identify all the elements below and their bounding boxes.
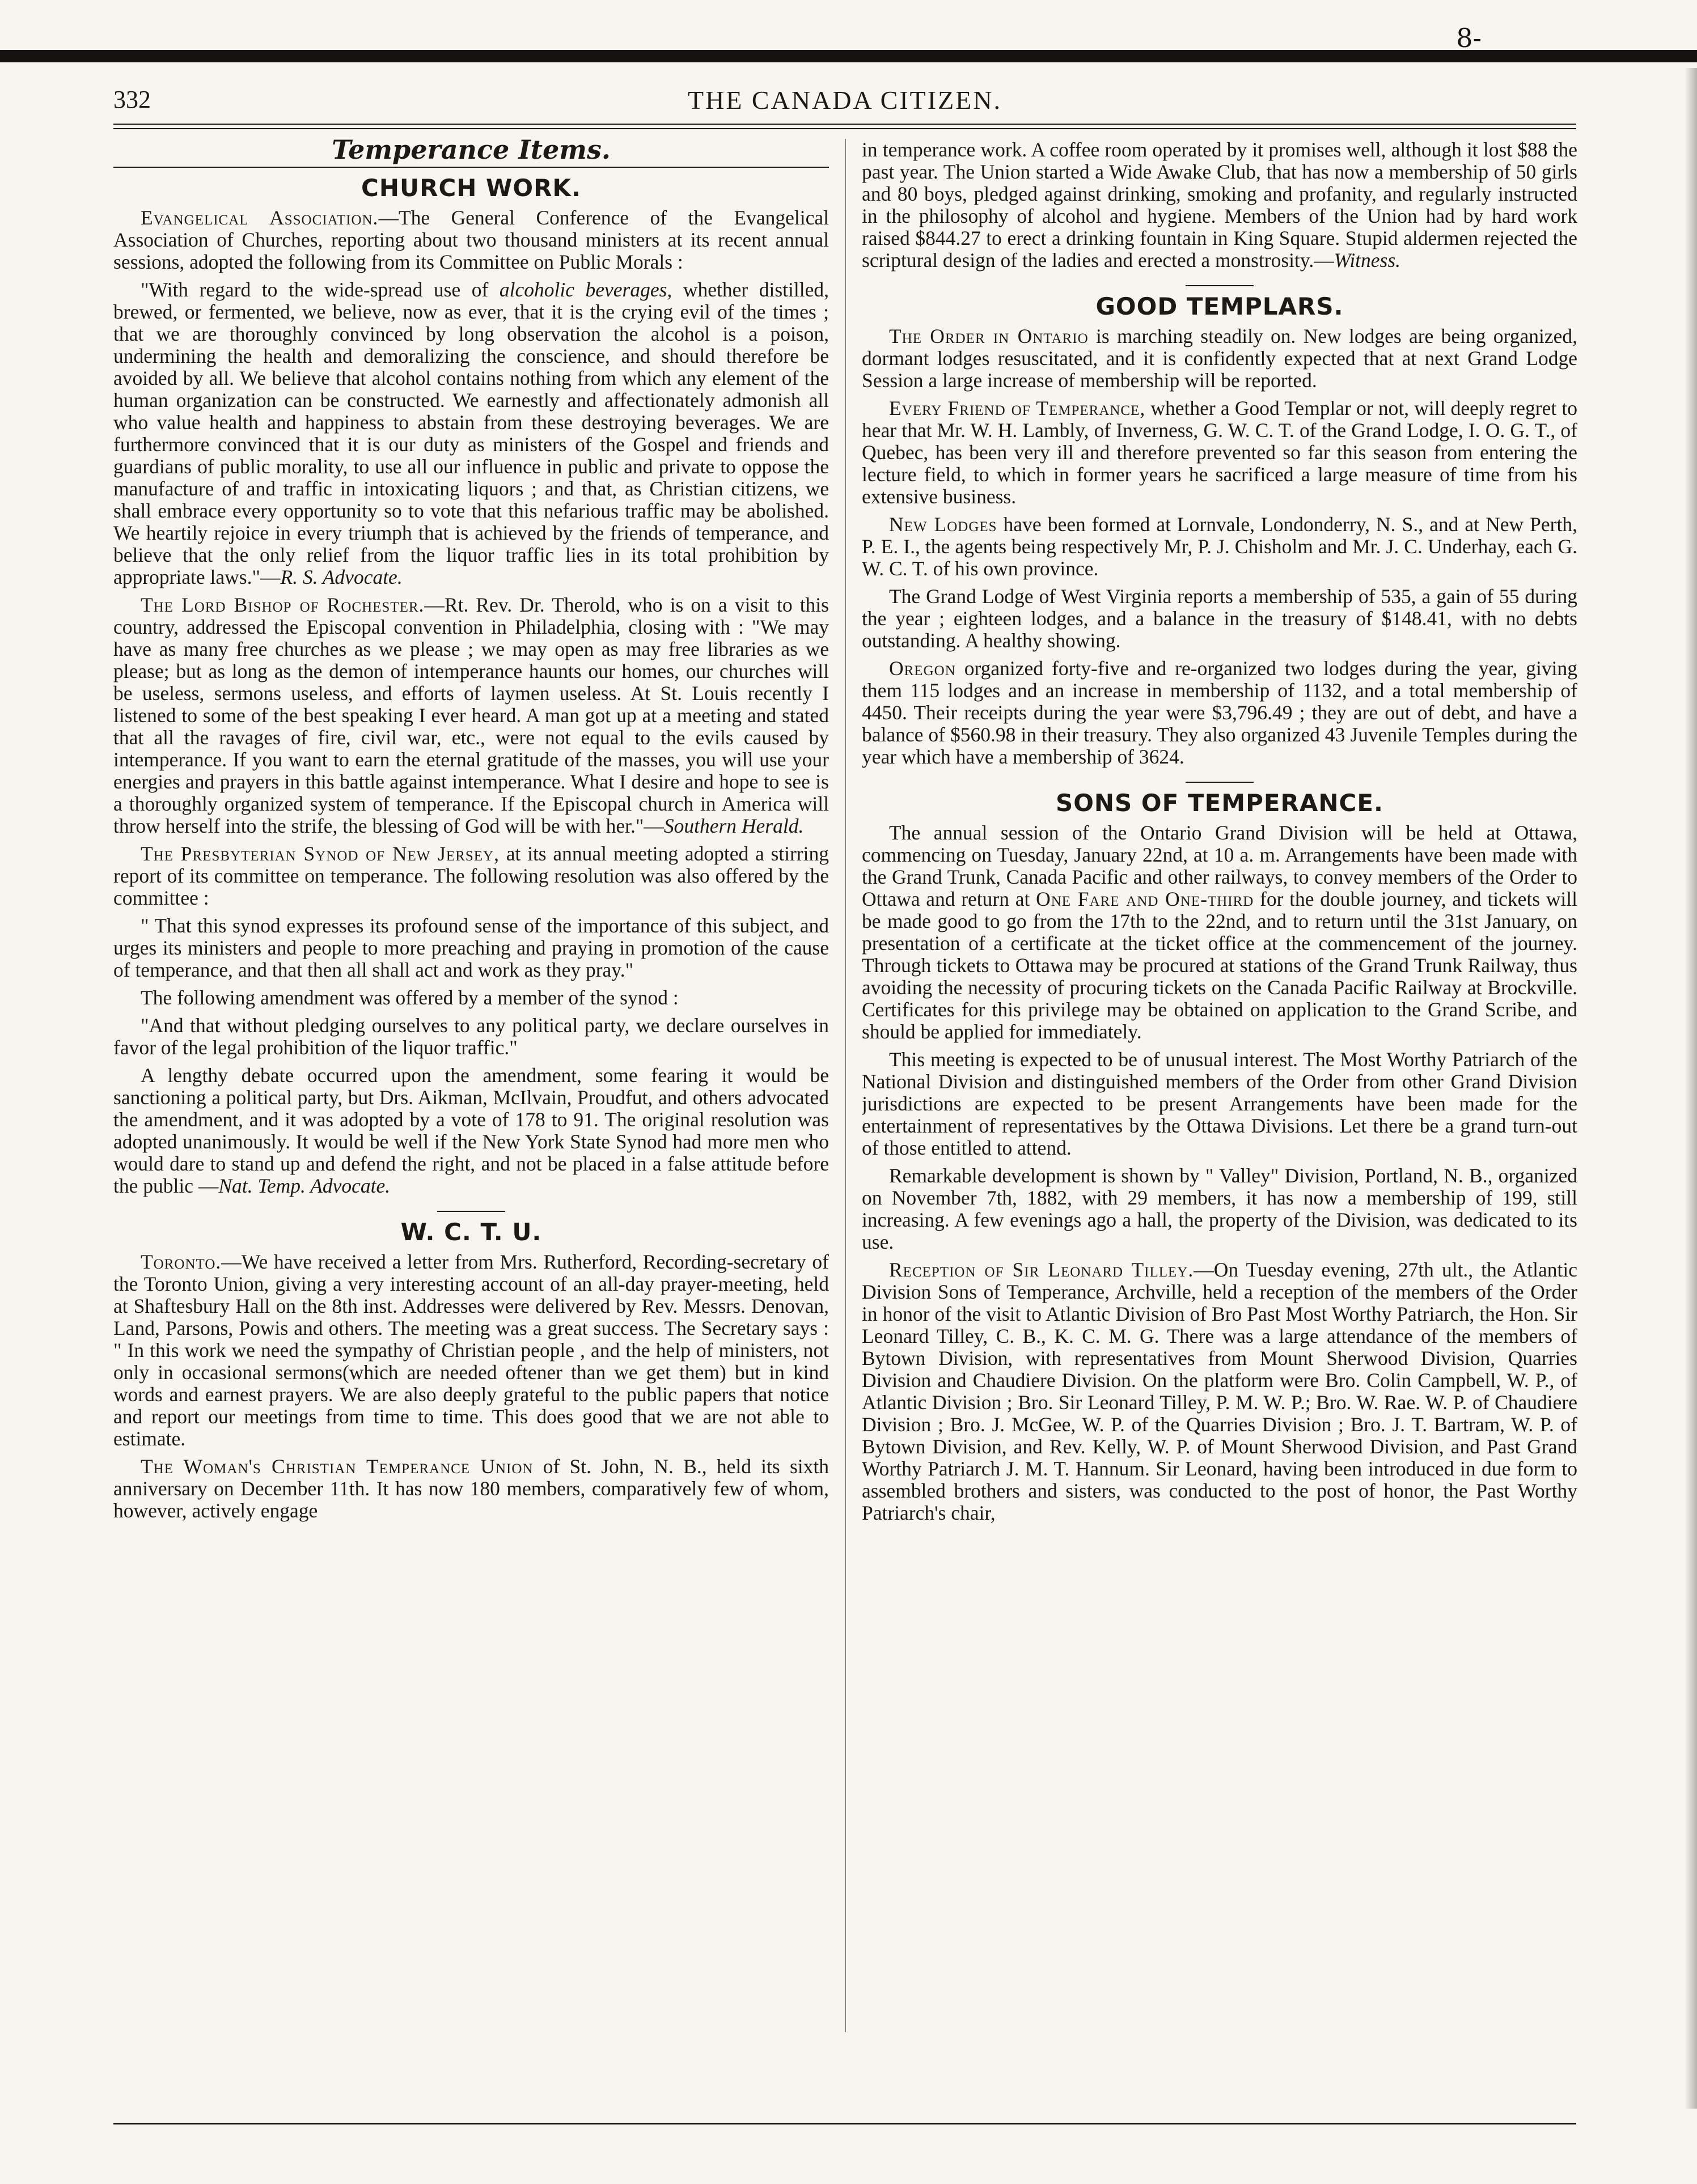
section-rule	[1186, 782, 1254, 783]
left-column	[113, 139, 829, 2055]
article-west-virginia: The Grand Lodge of West Virginia reports a membership of 535, a gain of 55 during the year ; eighteen lodges, and a balance in the treasury of $148.41, with no debts outstanding. A healthy showing.	[862, 585, 1577, 652]
article-valley-division: Remarkable development is shown by " Valley" Division, Portland, N. B., organized on November 7th, 1882, with 29 members, it has now a membership of 199, still increasing. A few evenings ago a hall, the property of the Division, was dedicated to its use.	[862, 1164, 1577, 1253]
lead-order-ontario: The Order in Ontario	[889, 325, 1089, 347]
synod-resolution: " That this synod expresses its profound sense of the importance of this subject, and urges its ministers and people to more preaching and praying in promotion of the cause of temperance, and that then all shall act and work as they pray."	[113, 914, 829, 981]
article-new-lodges	[862, 514, 1577, 580]
body-session-b: for the double journey, and tickets will be made good to go from the 17th to the 22nd, and to return until the 31st January, on presentation of a certificate at the ticket office at the commencement of the journey. Through tickets to Ottawa may be procured at stations of the Grand Trunk Railway, thus avoiding the necessity of procuring tickets on the Canada Pacific Railway at Brockville. Certificates for this privilege may be obtained on application to the Grand Scribe, and should be applied for immediately.	[862, 888, 1577, 1043]
section-rule	[1186, 285, 1254, 286]
article-st-john-union	[113, 1456, 829, 1522]
article-toronto	[113, 1251, 829, 1450]
lead-wctu-st-john: The Woman's Christian Temperance Union	[141, 1455, 534, 1478]
article-st-john-continued	[862, 139, 1577, 272]
article-reception-tilley	[862, 1259, 1577, 1524]
section-title-church-work: CHURCH WORK.	[361, 174, 581, 202]
body-toronto: —We have received a letter from Mrs. Rutherford, Recording-secretary of the Toronto Union, giving a very interesting account of an all-day prayer-meeting, held at Shaftesbury Hall on the 8th inst. Addresses were delivered by Rev. Messrs. Denovan, Land, Parsons, Powis and others. The meeting was a great success. The Secretary says : " In this work we need the sympathy of Christian people , and the help of ministers, not only in occasional sermons(which are needed oftener than we get them) but in kind words and earnest prayers. We are also deeply grateful to the public papers that notice and report our meetings from time to time. This does good that we are not able to estimate.	[113, 1250, 829, 1450]
body-presbyterian: at its annual meeting adopted a stirring report of its committee on temperance. The following resolution was also offered by the committee :	[113, 842, 829, 909]
lead-oregon: Oregon	[889, 657, 956, 680]
section-title-sons-of-temperance: SONS OF TEMPERANCE.	[1055, 789, 1384, 817]
body-evangelical: —The General Conference of the Evangelical Association of Churches, reporting about two thousand ministers at its recent annual sessions, adopted the following from its Committee on Public Morals :	[113, 206, 829, 273]
synod-amendment-intro: The following amendment was offered by a member of the synod :	[141, 986, 679, 1009]
journal-title: THE CANADA CITIZEN.	[688, 86, 1002, 114]
body-debate: A lengthy debate occurred upon the amendment, some fearing it would be sanctioning a political party, but Drs. Aikman, McIlvain, Proudfut, and others advocated the amendment, and it was adopted by a vote of 178 to 91. The original resolution was adopted unanimously. It would be well if the New York State Synod had more men who would dare to stand up and defend the right, and not be placed in a false attitude before the public —	[113, 1064, 829, 1197]
section-title-wctu: W. C. T. U.	[400, 1218, 542, 1246]
lead-evangelical: Evangelical Association.	[141, 206, 379, 229]
lead-lord-bishop: The Lord Bishop of Rochester.	[141, 593, 425, 616]
body-order-ontario: is marching steadily on. New lodges are being organized, dormant lodges resuscitated, and it is confidently expected that at next Grand Lodge Session a large increase of membership will be reported.	[862, 325, 1577, 392]
corner-mark: 8-	[1456, 23, 1482, 53]
source-nat-temp-advocate: Nat. Temp. Advocate.	[218, 1174, 391, 1197]
body-oregon: organized forty-five and re-organized two lodges during the year, giving them 115 lodges and an increase in membership of 1132, and a total membership of 4450. Their receipts during the year were $3,796.49 ; they are out of debt, and have a balance of $560.98 in their treasury. They also organized 43 Juvenile Temples during the year which have a membership of 3624.	[862, 657, 1577, 768]
body-session-a: The annual session of the Ontario Grand Division will be held at Ottawa, commencing on Tuesday, January 22nd, at 10 a. m. Arrangements have been made with the Grand Trunk, Canada Pacific and other railways, to convey members of the Order to Ottawa and return at	[862, 821, 1577, 910]
top-border-rule	[0, 50, 1697, 62]
quote-italic: alcoholic beverages,	[499, 278, 672, 301]
footer-rule	[113, 2123, 1576, 2124]
body-wctu-st-john: of St. John, N. B., held its sixth anniversary on December 11th. It has now 180 members, comparatively few of whom, however, actively engage	[113, 1455, 829, 1522]
article-order-ontario	[862, 325, 1577, 392]
section-heading-temperance-items: Temperance Items.	[332, 139, 611, 165]
article-annual-session	[862, 822, 1577, 1043]
fare-emphasis: One Fare and One-third	[1036, 888, 1254, 910]
article-meeting-interest: This meeting is expected to be of unusual interest. The Most Worthy Patriarch of the National Division and distinguished members of the Order from other Grand Division jurisdictions are expected to be present Arrangements have been made for the entertainment of representatives by the Ottawa Divisions. Let there be a grand turn-out of those entitled to attend.	[862, 1048, 1577, 1159]
scan-edge-shadow	[1685, 68, 1697, 2109]
quote-part-a: "With regard to the wide-spread use of	[141, 278, 500, 301]
section-title-good-templars: GOOD TEMPLARS.	[1095, 292, 1344, 320]
lead-toronto: Toronto.	[141, 1250, 222, 1273]
source-southern-herald: Southern Herald.	[663, 815, 804, 837]
lead-friend: Every Friend of Temperance,	[889, 397, 1146, 419]
article-oregon	[862, 658, 1577, 768]
source-rs-advocate: R. S. Advocate.	[280, 566, 403, 588]
lead-presbyterian: The Presbyterian Synod of New Jersey,	[141, 842, 500, 865]
body-friend: whether a Good Templar or not, will deeply regret to hear that Mr. W. H. Lambly, of Inverness, G. W. C. T. of the Grand Lodge, I. O. G. T., of Quebec, has been very ill and therefore prevented so far this season from entering the lecture field, to which in former years he sacrificed a large measure of time from his extensive business.	[862, 397, 1577, 508]
article-lord-bishop	[113, 594, 829, 837]
synod-amendment: "And that without pledging ourselves to any political party, we declare ourselves in favor of the legal prohibition of the liquor traffic."	[113, 1014, 829, 1059]
source-witness: Witness.	[1334, 249, 1401, 272]
article-resolution-quote	[113, 279, 829, 588]
section-rule	[437, 1211, 505, 1212]
article-presbyterian-synod	[113, 843, 829, 909]
body-lord-bishop: —Rt. Rev. Dr. Therold, who is on a visit to this country, addressed the Episcopal convention in Philadelphia, closing with : "We may have as many free churches as we please ; we may open as may free libraries as we please; but as long as the demon of intemperance haunts our homes, our churches will be useless, sermons useless, and efforts of laymen useless. At St. Louis recently I listened to some of the best speaking I ever heard. A man got up at a meeting and stated that all the ravages of fire, civil war, etc., were not equal to the evils caused by intemperance. If you want to earn the eternal gratitude of the masses, you will use your energies and prayers in this battle against intemperance. What I desire and hope to see is a thoroughly organized system of temperance. If the Episcopal church in America will throw herself into the strife, the blessing of God will be with her."—	[113, 593, 829, 837]
synod-debate	[113, 1065, 829, 1197]
body-st-john-cont: in temperance work. A coffee room operated by it promises well, although it lost $88 the past year. The Union started a Wide Awake Club, that has now a membership of 50 girls and 80 boys, pledged against drinking, smoking and profanity, and regularly instructed in the philosophy of alcohol and hygiene. Members of the Union had by hard work raised $844.27 to erect a drinking fountain in King Square. Stupid aldermen rejected the scriptural design of the ladies and erected a monstrosity.—	[862, 139, 1577, 272]
quote-part-b: whether distilled, brewed, or fermented, we believe, now as ever, that it is the crying evil of the times ; that we are thoroughly convinced by long observation the alcohol is a poison, undermining the health and demoralizing the conscience, and should therefore be avoided by all. We believe that alcohol contains nothing from which any element of the human organization can be constructed. We earnestly and affectionately admonish all who value health and happiness to abstain from these destroying beverages. We are furthermore convinced that it is our duty as ministers of the Gospel and friends and guardians of public morality, to use all our influence in public and private to oppose the manufacture of and traffic in intoxicating liquors ; and that, as Christian citizens, we shall embrace every opportunity so to vote that this nefarious traffic may be abolished. We heartily rejoice in every triumph that is achieved by the friends of temperance, and believe that the only relief from the liquor traffic lies in its total prohibition by appropriate laws."—	[113, 278, 829, 588]
column-divider	[845, 139, 846, 2032]
page-number: 332	[113, 86, 151, 113]
header-rule	[113, 124, 1576, 129]
article-evangelical-association	[113, 207, 829, 273]
body-reception: —On Tuesday evening, 27th ult., the Atlantic Division Sons of Temperance, Archville, held a reception of the members of the Order in honor of the visit to Atlantic Division of Bro Past Most Worthy Patriarch, the Hon. Sir Leonard Tilley, C. B., K. C. M. G. There was a large attendance of the members of Bytown Division, with representatives from Mount Sherwood Division, Quarries Division and Chaudiere Division. On the platform were Bro. Colin Campbell, W. P., of Atlantic Division ; Bro. Sir Leonard Tilley, P. M. W. P.; Bro. W. Rae. W. P. of Chaudiere Division ; Bro. J. McGee, W. P. of the Quarries Division ; Bro. J. T. Bartram, W. P. of Bytown Division, and Rev. Kelly, W. P. of Mount Sherwood Division, and Past Grand Worthy Patriarch J. M. T. Hannum. Sir Leonard, having been introduced in due form to assembled brothers and sisters, was conducted to the post of honor, the Past Worthy Patriarch's chair,	[862, 1258, 1577, 1524]
heading-rule	[113, 167, 829, 168]
page-header	[113, 85, 1576, 119]
body-new-lodges: have been formed at Lornvale, Londonderry, N. S., and at New Perth, P. E. I., the agents being respectively Mr, P. J. Chisholm and Mr. J. C. Underhay, each G. W. C. T. of his own province.	[862, 513, 1577, 580]
lead-reception: Reception of Sir Leonard Tilley.	[889, 1258, 1194, 1281]
right-column	[862, 139, 1577, 2055]
lead-new-lodges: New Lodges	[889, 513, 997, 536]
article-friend-of-temperance	[862, 397, 1577, 508]
